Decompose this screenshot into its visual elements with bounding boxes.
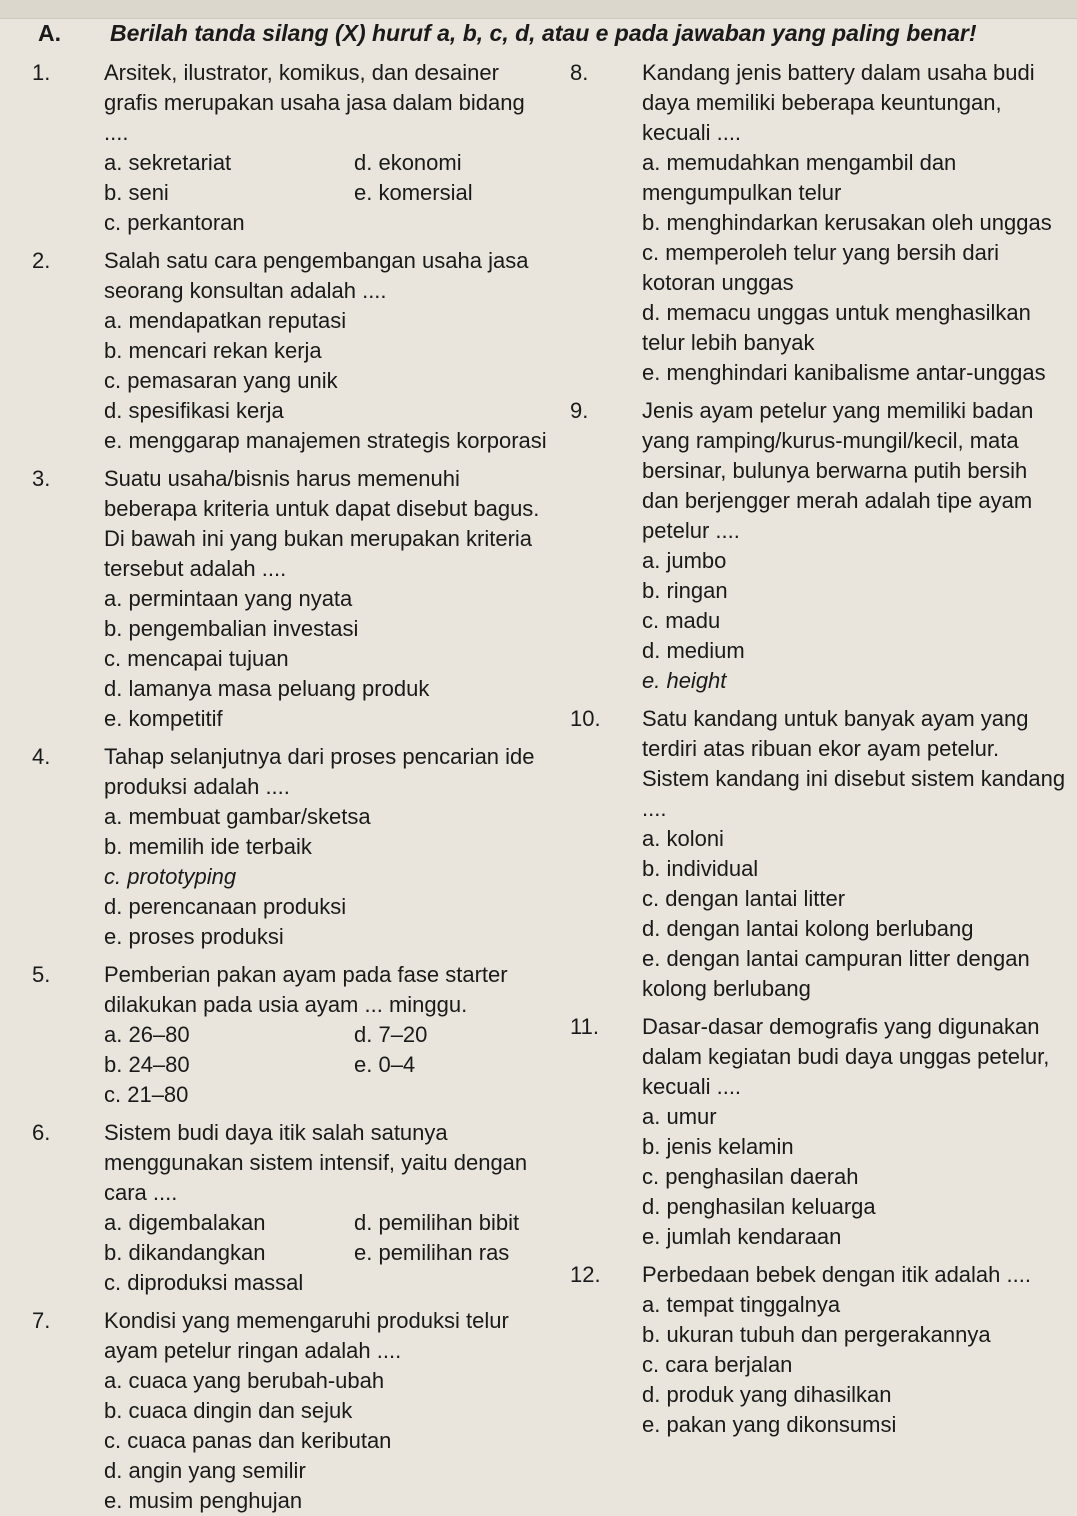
option-d[interactable]: d. dengan lantai kolong berlubang (642, 916, 974, 941)
option-b[interactable]: b. menghindarkan kerusakan oleh unggas (642, 210, 1052, 235)
option-d[interactable]: d. spesifikasi kerja (104, 398, 284, 423)
option-a[interactable]: a. membuat gambar/sketsa (104, 804, 371, 829)
question-number: 5. (32, 962, 51, 987)
question-number: 7. (32, 1308, 51, 1333)
option-b[interactable]: b. cuaca dingin dan sejuk (104, 1398, 353, 1423)
option-d[interactable]: d. lamanya masa peluang produk (104, 676, 430, 701)
right-column (570, 56, 1070, 1440)
question-1 (32, 58, 552, 238)
option-c[interactable]: c. mencapai tujuan (104, 646, 289, 671)
question-4 (32, 742, 552, 952)
option-d[interactable]: d. ekonomi (354, 150, 462, 175)
option-a[interactable]: a. koloni (642, 826, 724, 851)
question-2 (32, 246, 552, 456)
option-e[interactable]: e. musim penghujan (104, 1488, 303, 1513)
left-column (32, 56, 552, 1516)
question-stem: Satu kandang untuk banyak ayam yang terdiri atas ribuan ekor ayam petelur. Sistem kandang ini disebut sistem kandang .... (642, 706, 1066, 821)
question-number: 2. (32, 248, 51, 273)
option-b[interactable]: b. ringan (642, 578, 728, 603)
option-d[interactable]: d. perencanaan produksi (104, 894, 347, 919)
option-list (104, 148, 552, 238)
option-b[interactable]: b. memilih ide terbaik (104, 834, 312, 859)
question-stem: Suatu usaha/bisnis harus memenuhi beberapa kriteria untuk dapat disebut bagus. Di bawah ini yang bukan merupakan kriteria tersebut adalah .... (104, 466, 540, 581)
option-list (104, 306, 552, 456)
option-b[interactable]: b. pengembalian investasi (104, 616, 359, 641)
option-d[interactable]: d. memacu unggas untuk menghasilkan telur lebih banyak (642, 300, 1031, 355)
page-top-strip (0, 0, 1077, 19)
option-d[interactable]: d. medium (642, 638, 745, 663)
option-d[interactable]: d. angin yang semilir (104, 1458, 306, 1483)
option-a[interactable]: a. digembalakan (104, 1210, 266, 1235)
option-list (104, 1366, 552, 1516)
option-a[interactable]: a. umur (642, 1104, 717, 1129)
option-c[interactable]: c. dengan lantai litter (642, 886, 846, 911)
option-list (642, 1102, 1070, 1252)
option-c[interactable]: c. 21–80 (104, 1082, 189, 1107)
option-c[interactable]: c. perkantoran (104, 210, 245, 235)
option-a[interactable]: a. memudahkan mengambil dan mengumpulkan telur (642, 150, 957, 205)
option-a[interactable]: a. mendapatkan reputasi (104, 308, 347, 333)
question-number: 11. (570, 1014, 599, 1039)
question-number: 9. (570, 398, 589, 423)
question-stem: Dasar-dasar demografis yang digunakan dalam kegiatan budi daya unggas petelur, kecuali .... (642, 1014, 1050, 1099)
option-b[interactable]: b. dikandangkan (104, 1240, 266, 1265)
option-e[interactable]: e. kompetitif (104, 706, 223, 731)
question-10 (570, 704, 1070, 1004)
option-a[interactable]: a. jumbo (642, 548, 727, 573)
option-list (642, 824, 1070, 1004)
question-11 (570, 1012, 1070, 1252)
option-c[interactable]: c. madu (642, 608, 721, 633)
option-list (104, 802, 552, 952)
question-6 (32, 1118, 552, 1298)
question-3 (32, 464, 552, 734)
option-e[interactable]: e. dengan lantai campuran litter dengan kolong berlubang (642, 946, 1030, 1001)
option-list (642, 546, 1070, 696)
question-number: 4. (32, 744, 51, 769)
question-9 (570, 396, 1070, 696)
question-8 (570, 58, 1070, 388)
option-b[interactable]: b. jenis kelamin (642, 1134, 794, 1159)
question-12 (570, 1260, 1070, 1440)
option-c[interactable]: c. prototyping (104, 864, 237, 889)
option-a[interactable]: a. permintaan yang nyata (104, 586, 353, 611)
question-stem: Salah satu cara pengembangan usaha jasa seorang konsultan adalah .... (104, 248, 529, 303)
option-e[interactable]: e. jumlah kendaraan (642, 1224, 842, 1249)
question-number: 6. (32, 1120, 51, 1145)
option-c[interactable]: c. pemasaran yang unik (104, 368, 338, 393)
question-stem: Tahap selanjutnya dari proses pencarian ide produksi adalah .... (104, 744, 535, 799)
option-list (642, 148, 1070, 388)
option-d[interactable]: d. pemilihan bibit (354, 1210, 520, 1235)
option-d[interactable]: d. 7–20 (354, 1022, 428, 1047)
question-stem: Pemberian pakan ayam pada fase starter dilakukan pada usia ayam ... minggu. (104, 962, 508, 1017)
option-e[interactable]: e. komersial (354, 180, 473, 205)
question-stem: Arsitek, ilustrator, komikus, dan desainer grafis merupakan usaha jasa dalam bidang .... (104, 60, 525, 145)
option-c[interactable]: c. cuaca panas dan keributan (104, 1428, 392, 1453)
question-stem: Jenis ayam petelur yang memiliki badan yang ramping/kurus-mungil/kecil, mata bersinar, bulunya berwarna putih bersih dan berjengger merah adalah tipe ayam petelur .... (642, 398, 1034, 543)
question-stem: Perbedaan bebek dengan itik adalah .... (642, 1262, 1031, 1287)
question-stem: Sistem budi daya itik salah satunya menggunakan sistem intensif, yaitu dengan cara .... (104, 1120, 528, 1205)
question-stem: Kondisi yang memengaruhi produksi telur ayam petelur ringan adalah .... (104, 1308, 509, 1363)
option-e[interactable]: e. pakan yang dikonsumsi (642, 1412, 897, 1437)
question-number: 8. (570, 60, 589, 85)
section-instruction: Berilah tanda silang (X) huruf a, b, c, d, atau e pada jawaban yang paling benar! (110, 20, 977, 46)
option-b[interactable]: b. 24–80 (104, 1052, 190, 1077)
option-a[interactable]: a. tempat tinggalnya (642, 1292, 841, 1317)
option-d[interactable]: d. produk yang dihasilkan (642, 1382, 892, 1407)
option-list (104, 1020, 552, 1110)
question-stem: Kandang jenis battery dalam usaha budi daya memiliki beberapa keuntungan, kecuali .... (642, 60, 1035, 145)
option-b[interactable]: b. ukuran tubuh dan pergerakannya (642, 1322, 991, 1347)
option-c[interactable]: c. memperoleh telur yang bersih dari kotoran unggas (642, 240, 1000, 295)
option-b[interactable]: b. mencari rekan kerja (104, 338, 322, 363)
option-e[interactable]: e. 0–4 (354, 1052, 416, 1077)
section-letter: A. (38, 20, 61, 46)
option-a[interactable]: a. 26–80 (104, 1022, 190, 1047)
question-5 (32, 960, 552, 1110)
option-e[interactable]: e. menggarap manajemen strategis korporasi (104, 428, 547, 453)
option-c[interactable]: c. penghasilan daerah (642, 1164, 859, 1189)
option-e[interactable]: e. pemilihan ras (354, 1240, 510, 1265)
question-number: 12. (570, 1262, 601, 1287)
option-a[interactable]: a. sekretariat (104, 150, 232, 175)
option-e[interactable]: e. proses produksi (104, 924, 284, 949)
option-b[interactable]: b. individual (642, 856, 759, 881)
option-a[interactable]: a. cuaca yang berubah-ubah (104, 1368, 385, 1393)
option-list (642, 1290, 1070, 1440)
section-header (38, 20, 977, 47)
option-e[interactable]: e. height (642, 668, 727, 693)
option-c[interactable]: c. cara berjalan (642, 1352, 793, 1377)
option-d[interactable]: d. penghasilan keluarga (642, 1194, 876, 1219)
option-b[interactable]: b. seni (104, 180, 169, 205)
option-list (104, 1208, 552, 1298)
question-7 (32, 1306, 552, 1516)
question-number: 3. (32, 466, 51, 491)
option-e[interactable]: e. menghindari kanibalisme antar-unggas (642, 360, 1046, 385)
question-number: 10. (570, 706, 601, 731)
question-number: 1. (32, 60, 51, 85)
option-c[interactable]: c. diproduksi massal (104, 1270, 304, 1295)
option-list (104, 584, 552, 734)
